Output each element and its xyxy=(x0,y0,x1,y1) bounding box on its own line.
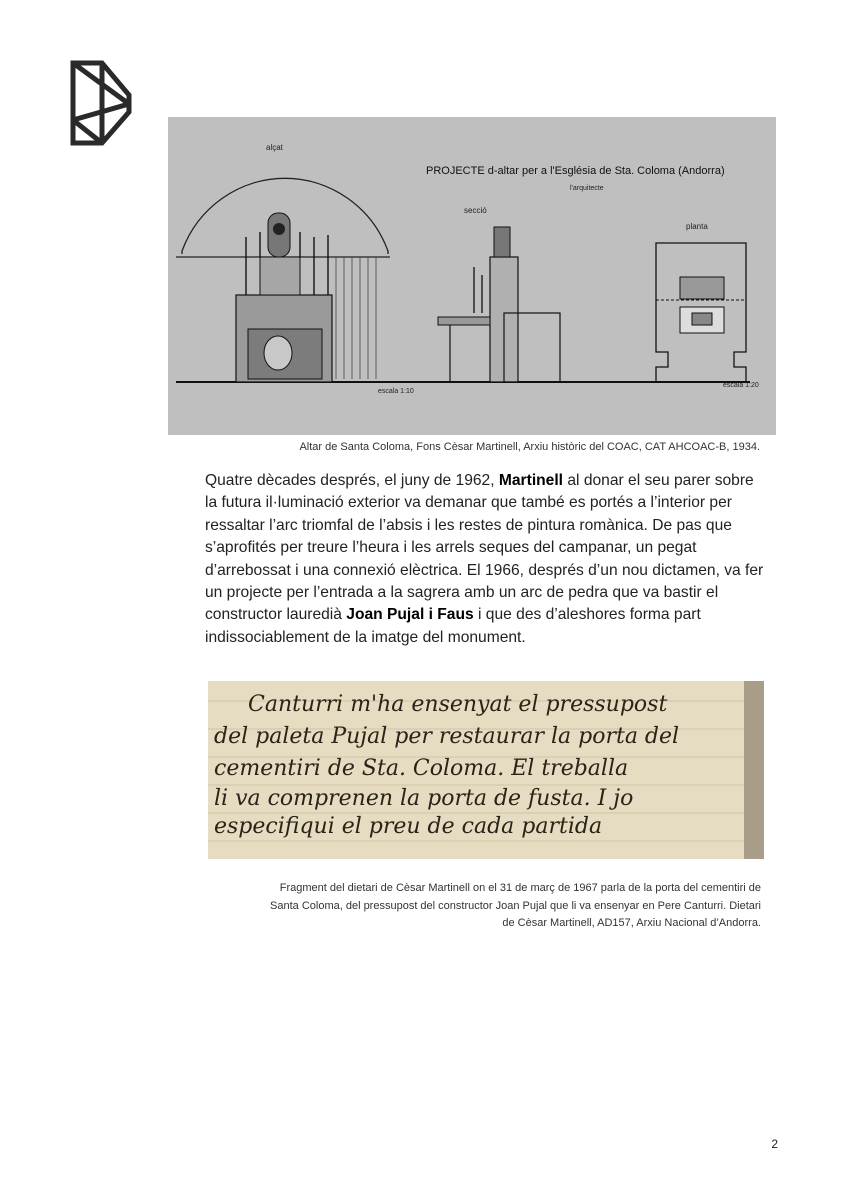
diary-caption-line-1: Fragment del dietari de Cèsar Martinell on el 31 de març de 1967 parla de la porta del cementiri de xyxy=(279,882,761,894)
para-text-3: i que des d’aleshores forma part indissociablement de la imatge del monument. xyxy=(205,606,701,646)
para-bold-martinell: Martinell xyxy=(498,472,564,489)
label-seccio: secció xyxy=(464,206,487,215)
page-number: 2 xyxy=(771,1137,778,1151)
scale-left: escala 1:10 xyxy=(378,388,414,395)
body-paragraph xyxy=(205,470,770,649)
para-bold-pujal: Joan Pujal i Faus xyxy=(346,606,474,624)
stylized-d-logo-icon xyxy=(70,60,132,146)
drawing-subtitle: l'arquitecte xyxy=(570,185,604,192)
hand-line-3: cementiri de Sta. Coloma. El treballa xyxy=(214,756,629,781)
label-planta: planta xyxy=(686,222,708,231)
diary-caption-line-3: de Cèsar Martinell, AD157, Arxiu Nacional d’Andorra. xyxy=(502,917,761,929)
para-text-1: Quatre dècades després, el juny de 1962, xyxy=(205,472,499,489)
hand-line-1: Canturri m'ha ensenyat el pressupost xyxy=(248,692,668,717)
diary-fragment-image xyxy=(208,681,764,859)
para-text-2: al donar el seu parer sobre la futura il·luminació exterior va demanar que també es portés a l’interior per ressaltar l’arc triomfal de l’absis i les restes de pintura romànica. De pas que s’aprofités per treure l’heura i les arrels seques del campanar, un pegat d’arrebossat i una connexió elèctrica. El 1966, després d’un nou dictamen, va fer un projecte per l’entrada a la sagrera amb un arc de pedra que va bastir el constructor lauredià xyxy=(205,472,764,624)
hand-line-2: del paleta Pujal per restaurar la porta del xyxy=(214,724,680,749)
diary-caption xyxy=(205,880,761,933)
diary-caption-line-2: Santa Coloma, del pressupost del constructor Joan Pujal que li va ensenyar en Pere Canturri. Dietari xyxy=(270,899,761,912)
altar-drawing-image xyxy=(168,117,776,435)
drawing-caption: Altar de Santa Coloma, Fons Cèsar Martinell, Arxiu històric del COAC, CAT AHCOAC-B, 1934. xyxy=(299,441,760,453)
drawing-title: PROJECTE d-altar per a l'Església de Sta. Coloma (Andorra) xyxy=(426,165,725,177)
scale-right: escala 1:20 xyxy=(723,382,759,389)
label-alcat: alçat xyxy=(266,143,283,152)
hand-line-5: especifiqui el preu de cada partida xyxy=(214,814,603,839)
hand-line-4: li va comprenen la porta de fusta. I jo xyxy=(214,786,634,811)
